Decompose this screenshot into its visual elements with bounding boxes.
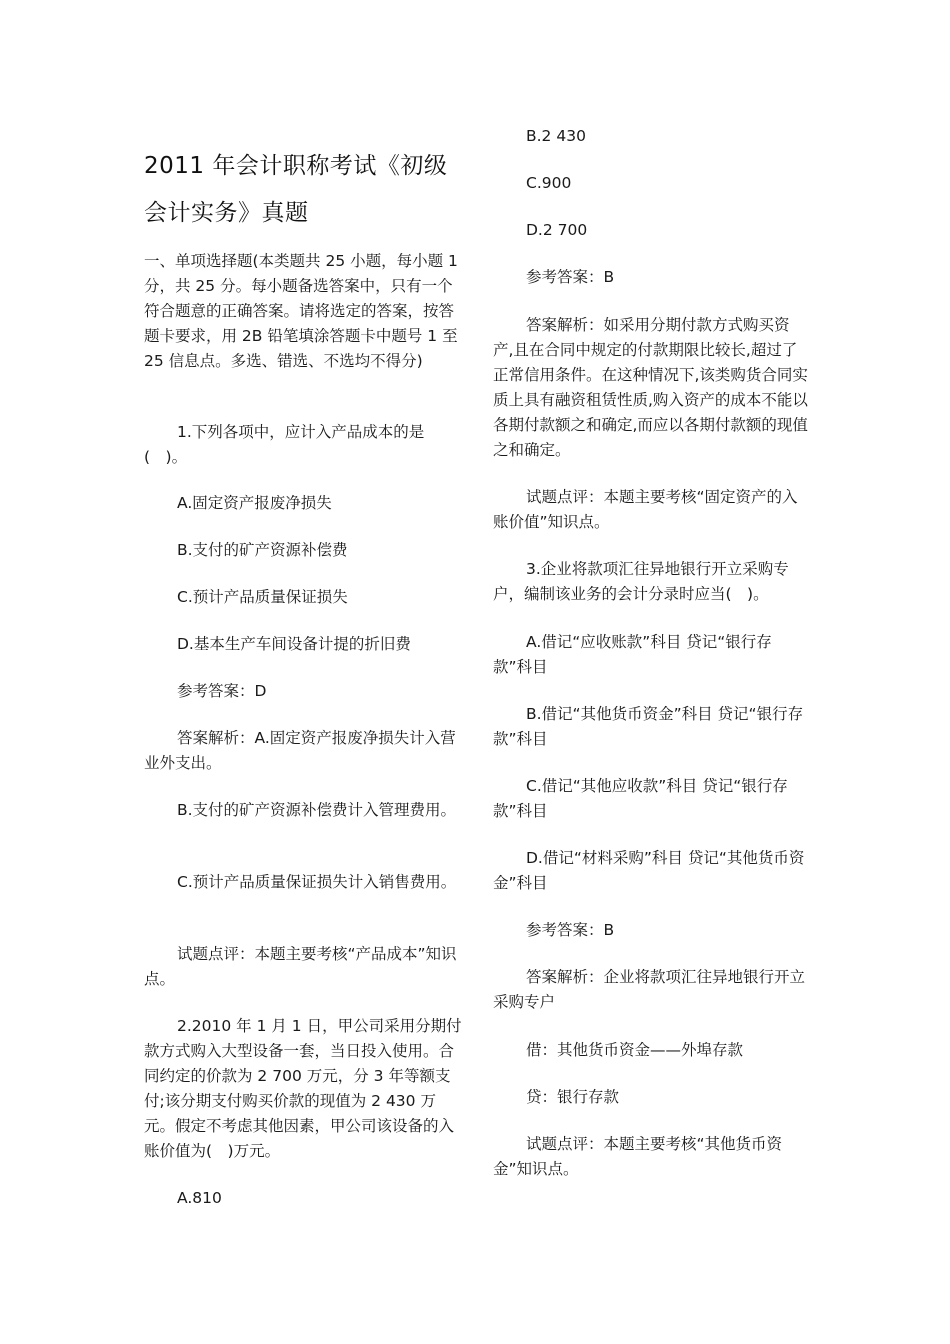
question-3-debit-entry: 借：其他货币资金——外埠存款: [526, 1041, 744, 1059]
question-2-option-c: C.900: [526, 174, 572, 192]
section-instructions: 一、单项选择题(本类题共 25 小题，每小题 1 分，共 25 分。每小题备选答案中，只有一个符合题意的正确答案。请将选定的答案，按答题卡要求，用 2B 铅笔填涂答题卡中题号 1 至 25 信息点。多选、错选、不选均不得分): [144, 252, 458, 370]
question-3-stem: 3.企业将款项汇往异地银行开立采购专户，编制该业务的会计分录时应当( )。: [493, 560, 789, 603]
document-title: 2011 年会计职称考试《初级会计实务》真题: [144, 153, 448, 227]
question-3-answer: 参考答案：B: [526, 921, 615, 939]
question-1-comment: 试题点评：本题主要考核“产品成本”知识点。: [144, 945, 457, 988]
question-1-option-d: D.基本生产车间设备计提的折旧费: [177, 635, 411, 653]
question-3-analysis: 答案解析：企业将款项汇往异地银行开立采购专户: [493, 968, 806, 1011]
question-2-comment: 试题点评：本题主要考核“固定资产的入账价值”知识点。: [493, 488, 798, 531]
question-2-option-b: B.2 430: [526, 127, 586, 145]
question-3-option-a: A.借记“应收账款”科目 贷记“银行存款”科目: [493, 633, 772, 676]
question-3-option-d: D.借记“材料采购”科目 贷记“其他货币资金”科目: [493, 849, 805, 892]
question-3-option-b: B.借记“其他货币资金”科目 贷记“银行存款”科目: [493, 705, 804, 748]
question-1-answer: 参考答案：D: [177, 682, 267, 700]
question-1-option-a: A.固定资产报废净损失: [177, 494, 332, 512]
question-3-option-c: C.借记“其他应收款”科目 贷记“银行存款”科目: [493, 777, 788, 820]
question-2-answer: 参考答案：B: [526, 268, 615, 286]
question-2-analysis: 答案解析：如采用分期付款方式购买资产,且在合同中规定的付款期限比较长,超过了正常信用条件。在这种情况下,该类购货合同实质上具有融资租赁性质,购入资产的成本不能以各期付款额之和确定,而应以各期付款额的现值之和确定。: [493, 316, 808, 459]
question-2-option-d: D.2 700: [526, 221, 588, 239]
question-2-option-a: A.810: [177, 1189, 222, 1207]
question-2-stem: 2.2010 年 1 月 1 日，甲公司采用分期付款方式购入大型设备一套，当日投入使用。合同约定的价款为 2 700 万元，分 3 年等额支付;该分期支付购买价款的现值为 2 430 万元。假定不考虑其他因素，甲公司该设备的入账价值为( )万元。: [144, 1017, 462, 1160]
question-1-analysis-b: B.支付的矿产资源补偿费计入管理费用。: [177, 801, 457, 819]
question-1-analysis: 答案解析：A.固定资产报废净损失计入营业外支出。: [144, 729, 456, 772]
question-1-stem: 1.下列各项中，应计入产品成本的是( )。: [144, 423, 425, 466]
question-3-credit-entry: 贷：银行存款: [526, 1088, 620, 1106]
question-3-comment: 试题点评：本题主要考核“其他货币资金”知识点。: [493, 1135, 783, 1178]
question-1-option-c: C.预计产品质量保证损失: [177, 588, 348, 606]
question-1-option-b: B.支付的矿产资源补偿费: [177, 541, 348, 559]
question-1-analysis-c: C.预计产品质量保证损失计入销售费用。: [177, 873, 457, 891]
